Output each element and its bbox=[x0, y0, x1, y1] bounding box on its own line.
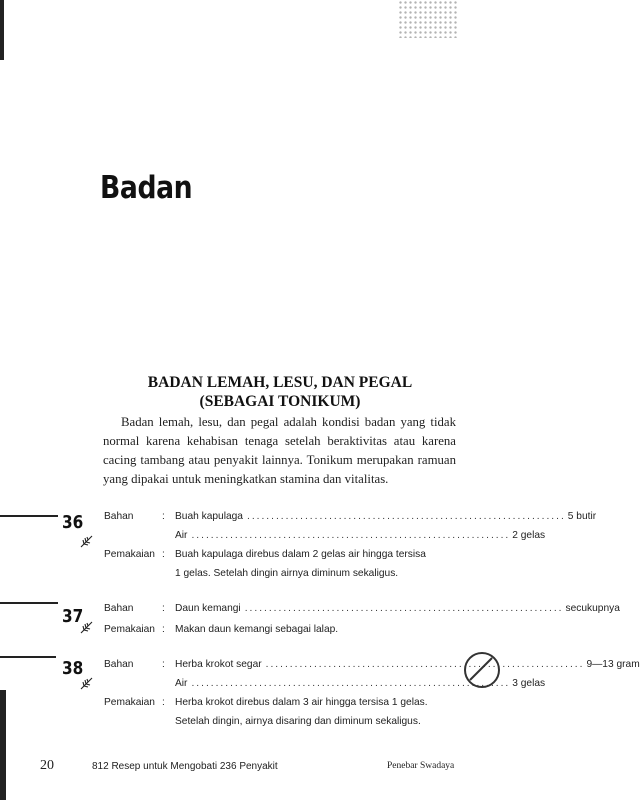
ingredient-row bbox=[175, 678, 546, 689]
dot-leader: .................................................................. bbox=[191, 530, 511, 541]
bahan-label: Bahan bbox=[104, 511, 134, 522]
ingredient-row bbox=[175, 603, 620, 614]
ingredient-row bbox=[175, 530, 546, 541]
dot-leader: .................................................................. bbox=[191, 678, 511, 689]
feather-icon bbox=[80, 534, 94, 548]
ingredient-qty: secukupnya bbox=[565, 603, 620, 614]
pemakaian-label: Pemakaian bbox=[104, 697, 155, 708]
ingredient-qty: 5 butir bbox=[567, 511, 597, 522]
ingredient-name: Air bbox=[175, 678, 188, 689]
dot-leader: .................................................................. bbox=[265, 659, 585, 670]
section-title-line1: BADAN LEMAH, LESU, DAN PEGAL bbox=[147, 374, 413, 391]
usage-line: 1 gelas. Setelah dingin airnya diminum sekaligus. bbox=[175, 568, 399, 579]
ingredient-qty: 2 gelas bbox=[512, 530, 546, 541]
book-title: 812 Resep untuk Mengobati 236 Penyakit bbox=[92, 761, 278, 772]
feather-icon bbox=[80, 676, 94, 690]
recipe-number: 37 bbox=[62, 606, 84, 627]
dot-leader: .................................................................. bbox=[246, 511, 566, 522]
recipe-number: 36 bbox=[62, 512, 84, 533]
bahan-label: Bahan bbox=[104, 603, 134, 614]
recipe-number: 38 bbox=[62, 658, 84, 679]
ingredient-name: Air bbox=[175, 530, 188, 541]
usage-line: Makan daun kemangi sebagai lalap. bbox=[175, 624, 339, 635]
library-stamp-icon bbox=[462, 650, 502, 690]
bahan-label: Bahan bbox=[104, 659, 134, 670]
recipe-divider bbox=[0, 515, 58, 517]
colon: : bbox=[162, 549, 165, 560]
pemakaian-label: Pemakaian bbox=[104, 549, 155, 560]
dot-leader: .................................................................. bbox=[244, 603, 564, 614]
chapter-title: Badan bbox=[100, 170, 193, 206]
usage-line: Setelah dingin, airnya disaring dan diminum sekaligus. bbox=[175, 716, 421, 727]
colon: : bbox=[162, 624, 165, 635]
ingredient-row bbox=[175, 659, 640, 670]
ingredient-qty: 3 gelas bbox=[512, 678, 546, 689]
ingredient-row bbox=[175, 511, 597, 522]
feather-icon bbox=[80, 620, 94, 634]
recipe-divider bbox=[0, 656, 56, 658]
section-title-line2: (SEBAGAI TONIKUM) bbox=[199, 393, 361, 410]
usage-line: Buah kapulaga direbus dalam 2 gelas air hingga tersisa bbox=[175, 549, 426, 560]
ingredient-name: Herba krokot segar bbox=[175, 659, 262, 670]
usage-line: Herba krokot direbus dalam 3 air hingga tersisa 1 gelas. bbox=[175, 697, 428, 708]
colon: : bbox=[162, 697, 165, 708]
recipe-divider bbox=[0, 602, 58, 604]
colon: : bbox=[162, 511, 165, 522]
section-intro: Badan lemah, lesu, dan pegal adalah kondisi badan yang tidak normal karena kehabisan tenaga setelah beraktivitas atau karena cacing tambang atau penyakit lainnya. Tonikum merupakan ramuan yang dipakai untuk meningkatkan stamina dan vitalitas. bbox=[103, 415, 456, 486]
page-number: 20 bbox=[40, 758, 54, 773]
scan-edge bbox=[0, 690, 6, 800]
colon: : bbox=[162, 659, 165, 670]
ingredient-name: Buah kapulaga bbox=[175, 511, 243, 522]
ingredient-name: Daun kemangi bbox=[175, 603, 241, 614]
scan-edge bbox=[0, 0, 4, 60]
section-title bbox=[120, 373, 440, 411]
pemakaian-label: Pemakaian bbox=[104, 624, 155, 635]
publisher-name: Penebar Swadaya bbox=[387, 761, 455, 771]
ingredient-qty: 9—13 gram bbox=[586, 659, 640, 670]
colon: : bbox=[162, 603, 165, 614]
scan-speckle bbox=[398, 0, 458, 38]
